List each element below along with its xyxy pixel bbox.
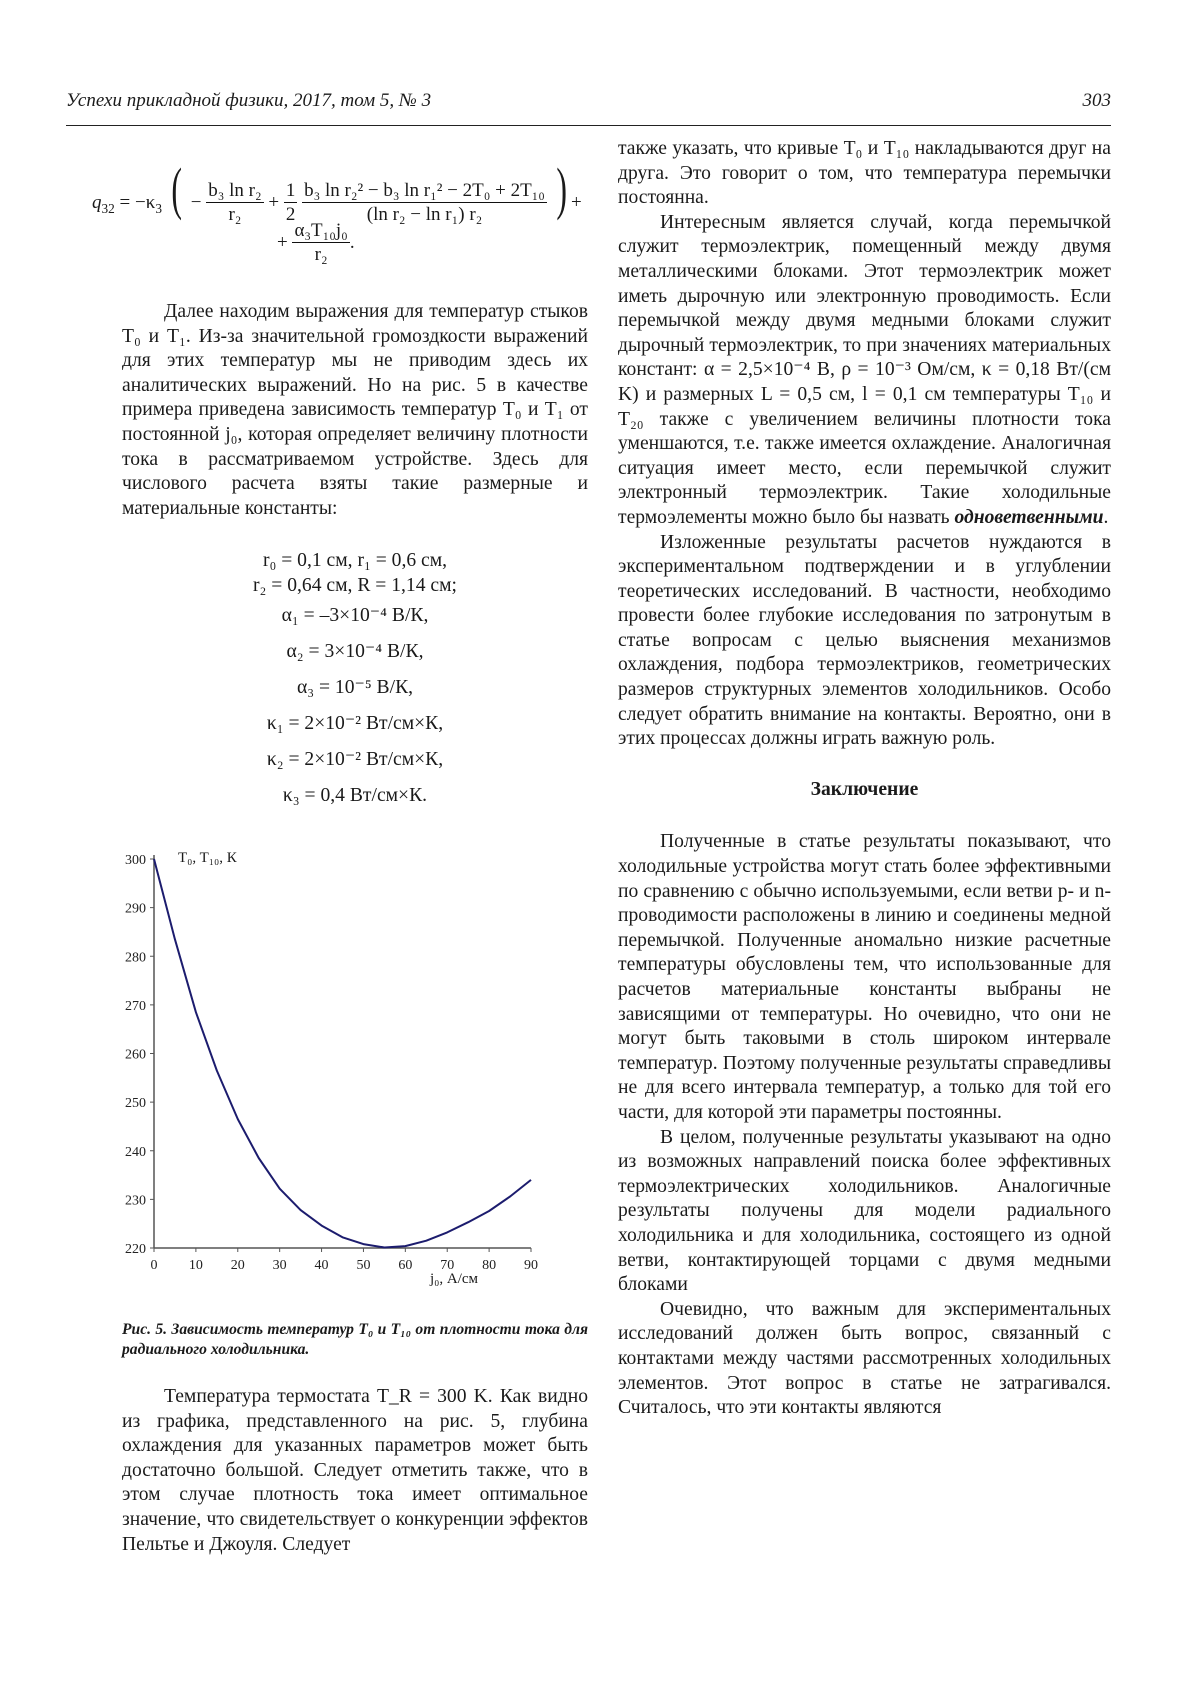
- constants-list: [122, 548, 588, 814]
- x-tick-label: 60: [398, 1258, 413, 1273]
- half-den: 2: [285, 204, 296, 226]
- x-tick-label: 20: [230, 1258, 245, 1273]
- y-tick-label: 270: [125, 998, 146, 1014]
- figure-5-chart: [110, 850, 580, 1300]
- term2-den: (ln r₂ − ln r₁) r₂: [366, 204, 483, 226]
- temperature-curve: [154, 859, 531, 1248]
- y-tick-label: 280: [125, 950, 146, 966]
- paren-open: (: [171, 156, 182, 221]
- y-tick-label: 300: [125, 853, 146, 868]
- paragraph: Полученные в статье результаты показывают, что холодильные устройства могут стать более эффективными по сравнению с обычно используемыми, если ветви p- и n-проводимости расположены в линию и соединены медной перемычкой. Полученные аномально низкие расчетные температуры обусловлены тем, что использованные для расчетов материальные константы выбраны не зависящими от температуры. Но очевидно, что они не могут быть таковыми в столь широком интервале температур. Поэтому полученные результаты справедливы не для всего интервала температур, а только для той его части, для которой эти параметры постоянны.: [618, 831, 1111, 1123]
- paragraph-text: .: [1103, 506, 1109, 528]
- x-tick-label: 70: [440, 1258, 455, 1273]
- x-tick-label: 10: [188, 1258, 203, 1273]
- constant-row: κ₁ = 2×10⁻² Вт/см×К,: [266, 713, 444, 734]
- equation-period: .: [349, 231, 355, 253]
- x-axis-label: j₀, А/см: [430, 1271, 479, 1287]
- paragraph: Далее находим выражения для температур стыков T₀ и T₁. Из-за значительной громоздкости выражений для этих температур мы не приводим здесь их аналитических выражений. Но на рис. 5 в качестве примера приведена зависимость температур T₀ и T₁ от постоянной j₀, которая определяет величину плотности тока в рассматриваемом устройстве. Здесь для числового расчета взяты такие размерные и материальные константы:: [122, 301, 588, 519]
- constant-row: r₀ = 0,1 см, r₁ = 0,6 см,: [262, 550, 448, 571]
- equation-lhs: q: [92, 192, 102, 213]
- term3-num: α₃T₁₀j₀: [294, 220, 348, 241]
- constant-row: κ₂ = 2×10⁻² Вт/см×К,: [266, 749, 444, 770]
- equation-plus-end: +: [571, 192, 582, 213]
- paragraph: Очевидно, что важным для экспериментальных исследований должен быть вопрос, связанный с контактами между частями рассмотренных холодильных элементов. Этот вопрос в статье не затрагивался. Считалось, что эти контакты являются: [618, 1298, 1111, 1419]
- fraction-term3: [292, 220, 349, 267]
- header-rule: [66, 125, 1111, 126]
- page-number: 303: [1082, 90, 1111, 111]
- x-tick-label: 80: [482, 1258, 497, 1273]
- constant-row: κ₃ = 0,4 Вт/см×К.: [282, 785, 428, 806]
- term3-den: r₂: [314, 244, 328, 265]
- paragraph: Температура термостата T_R = 300 K. Как видно из графика, представленного на рис. 5, глубина охлаждения для указанных параметров может быть достаточно большой. Следует отметить также, что в этом случае плотность тока имеет оптимальное значение, что свидетельствует о конкуренции эффектов Пельтье и Джоуля. Следует: [122, 1386, 588, 1555]
- constant-row: α₂ = 3×10⁻⁴ В/К,: [286, 641, 424, 662]
- fraction-term1: [206, 180, 263, 227]
- right-column: [618, 137, 1111, 1421]
- constant-row: r₂ = 0,64 см, R = 1,14 см;: [253, 575, 457, 596]
- x-tick-label: 90: [524, 1258, 538, 1273]
- term1-den: r₂: [228, 204, 242, 226]
- y-axis-label: T₀, T₁₀, К: [178, 850, 237, 866]
- equation-line-1: [92, 156, 582, 227]
- paragraph: В целом, полученные результаты указывают на одно из возможных направлений поиска более эффективных термоэлектрических холодильников. Аналогичные результаты получены для модели радиального холодильника и для холодильника, состоящего из одной ветви, контактирующей торцами с двумя медными блоками: [618, 1126, 1111, 1296]
- emphasized-term: одноветвенными: [954, 506, 1104, 528]
- y-tick-label: 290: [125, 901, 146, 917]
- x-tick-label: 0: [150, 1258, 158, 1273]
- x-tick-label: 30: [272, 1258, 287, 1273]
- left-column-bottom: [122, 1385, 588, 1557]
- section-heading: Заключение: [810, 778, 919, 800]
- y-tick-label: 220: [125, 1242, 146, 1257]
- paragraph-text: Интересным является случай, когда перемычкой служит термоэлектрик, помещенный между двумя металлическими блоками. Этот термоэлектрик может иметь дырочную или электронную проводимость. Если перемычкой между двумя медными блоками служит дырочный термоэлектрик, то при значениях материальных констант: α = 2,5×10⁻⁴ В, ρ = 10⁻³ Ом/см, κ = 0,18 Вт/(см K) и размерных L = 0,5 см, l = 0,1 см температуры T₁₀ и T₂₀ также с увеличением величины плотности тока уменшаются, т.е. также имеется охлаждение. Аналогичная ситуация имеет место, если перемычкой служит электронный термоэлектрик. Такие холодильные термоэлементы можно было бы назвать: [618, 211, 1111, 528]
- y-tick-label: 230: [125, 1193, 146, 1209]
- x-tick-label: 50: [356, 1258, 371, 1273]
- x-tick-label: 40: [314, 1258, 329, 1273]
- left-column-intro: [122, 300, 588, 521]
- equation-line-2: [277, 220, 355, 267]
- term2-num: b₃ ln r₂² − b₃ ln r₁² − 2T₀ + 2T₁₀: [304, 180, 545, 202]
- y-tick-label: 250: [125, 1096, 146, 1112]
- paragraph: [618, 211, 1111, 531]
- y-tick-label: 240: [125, 1144, 146, 1160]
- constant-row: α₁ = –3×10⁻⁴ В/К,: [281, 605, 429, 626]
- figure-caption: Рис. 5. Зависимость температур T₀ и T₁₀ от плотности тока для радиального холодильника.: [122, 1321, 588, 1358]
- running-header: [66, 90, 1111, 120]
- half-num: 1: [285, 180, 296, 202]
- equation-equals: = −κ: [114, 192, 156, 213]
- equation-plus: +: [268, 192, 280, 213]
- equation-q32: [92, 138, 592, 278]
- journal-title: Успехи прикладной физики, 2017, том 5, № 3: [66, 90, 432, 111]
- paren-close: ): [556, 156, 567, 221]
- equation-kappa-sub: 3: [155, 200, 162, 216]
- paragraph: Изложенные результаты расчетов нуждаются в экспериментальном подтверждении и в углублении теоретических исследований. В частности, необходимо провести более глубокие исследования по затронутым в статье вопросам с целью выяснения механизмов охлаждения, подбора термоэлектриков, геометрических размеров структурных элементов холодильников. Особо следует обратить внимание на контакты. Вероятно, они в этих процессах должны играть важную роль.: [618, 531, 1111, 750]
- y-tick-label: 260: [125, 1047, 146, 1063]
- equation-plus-2: +: [277, 231, 288, 253]
- term1-num: b₃ ln r₂: [208, 180, 262, 202]
- chart-plot: [110, 850, 580, 1300]
- paragraph: также указать, что кривые T₀ и T₁₀ накладываются друг на друга. Это говорит о том, что температура перемычки постоянна.: [618, 138, 1111, 209]
- constant-row: α₃ = 10⁻⁵ В/К,: [296, 677, 414, 698]
- equation-minus: −: [190, 192, 202, 213]
- equation-lhs-sub: 32: [101, 200, 115, 216]
